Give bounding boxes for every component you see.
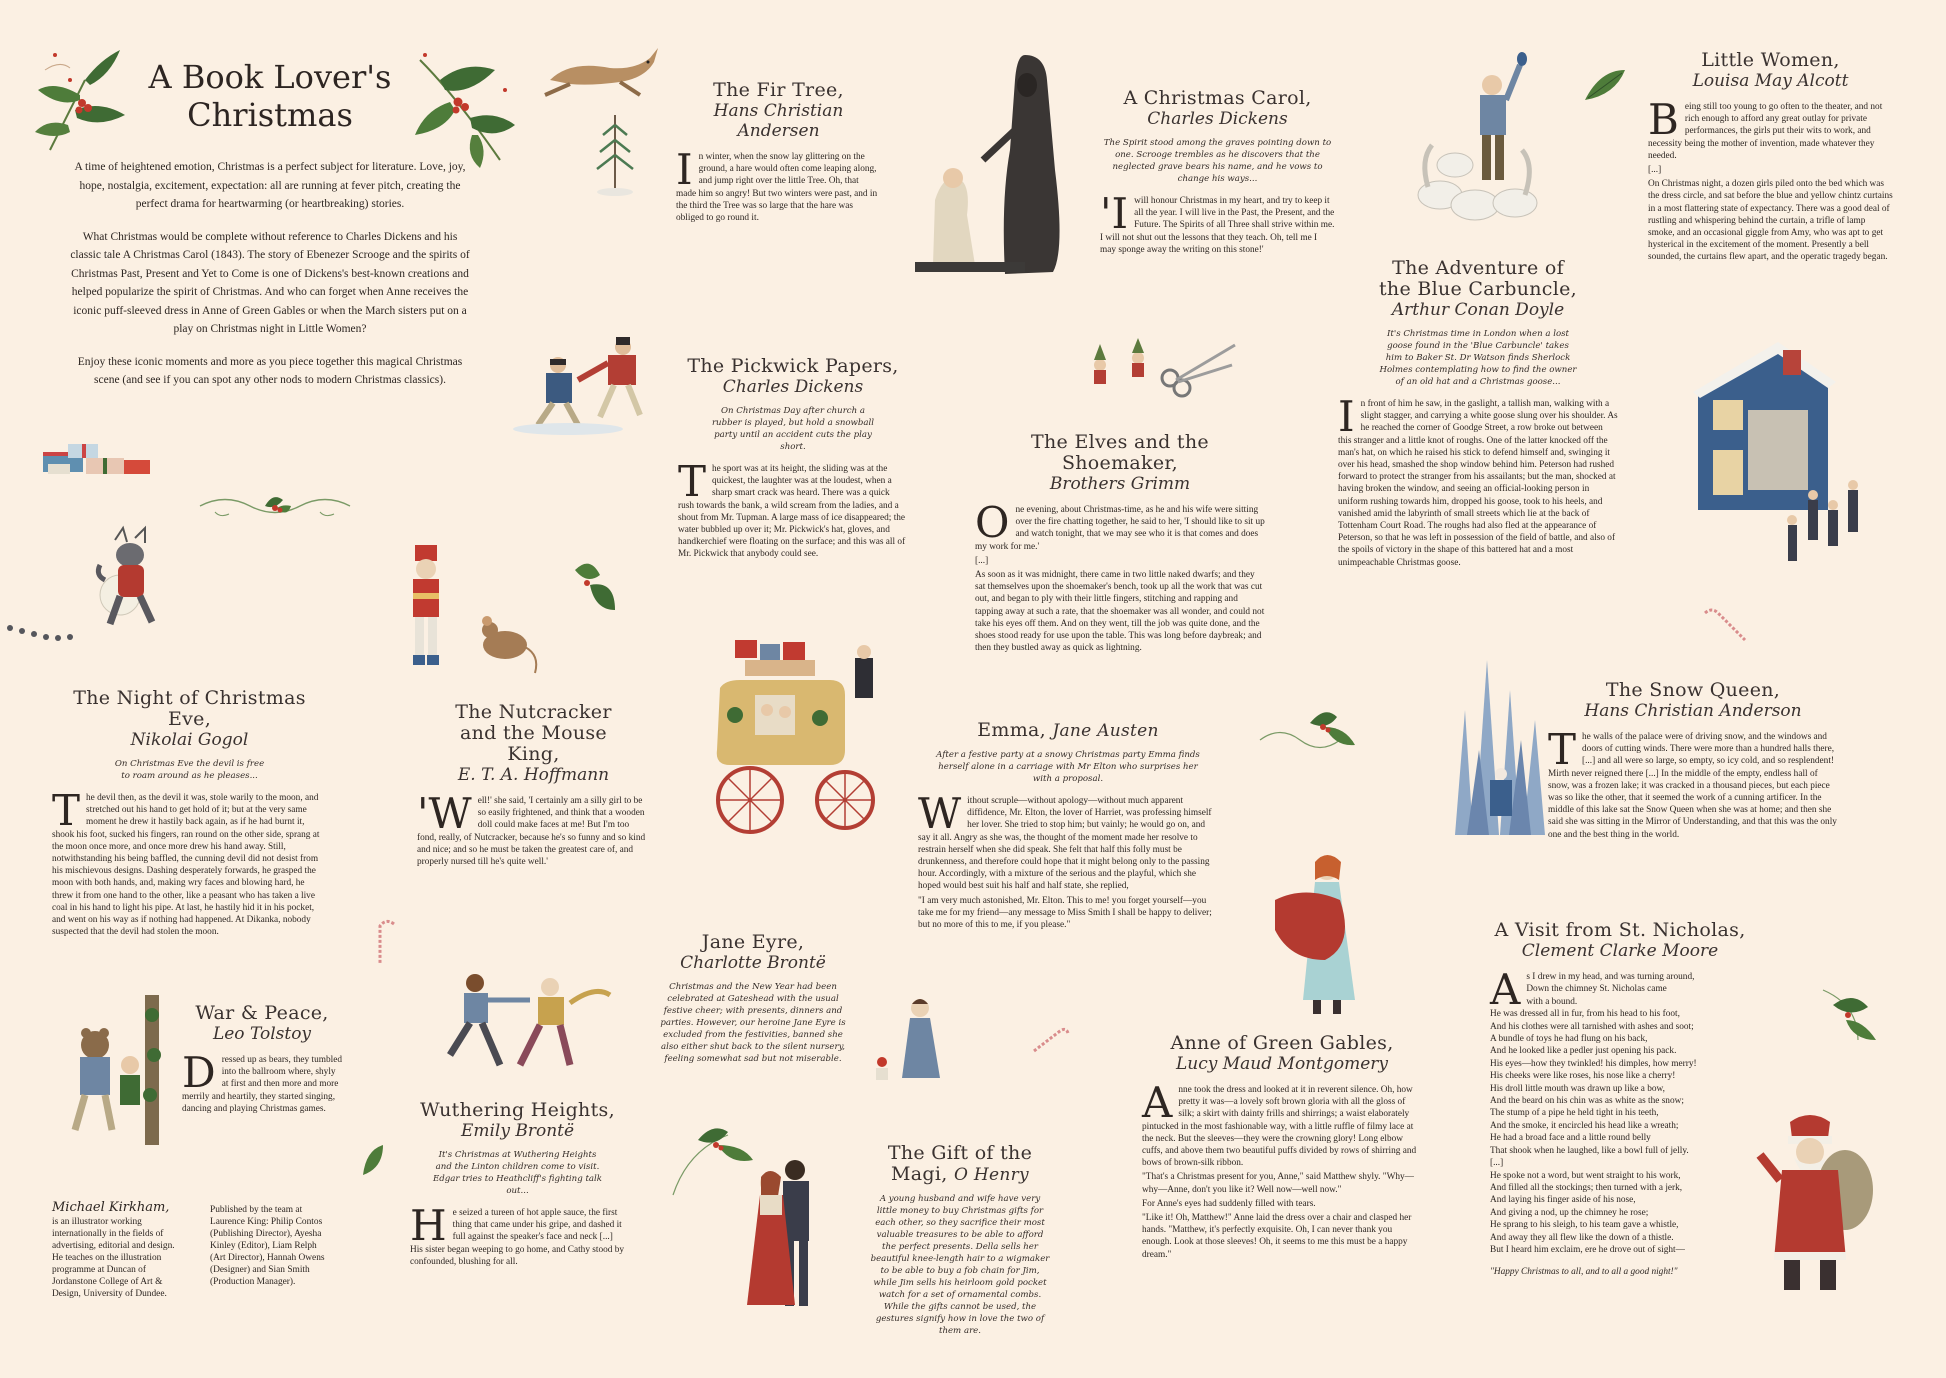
- nutcracker-section: [417, 702, 650, 868]
- holly-leaf-icon: [1818, 985, 1883, 1045]
- candy-cane-icon: [1700, 605, 1750, 645]
- poem-line: His droll little mouth was drawn up like a bow,: [1490, 1083, 1665, 1094]
- section-title: The Snow Queen,: [1605, 679, 1781, 701]
- poem-line: The stump of a pipe he held tight in his teeth,: [1490, 1108, 1659, 1119]
- drop-cap: B: [1648, 95, 1679, 144]
- drop-cap: 'W: [417, 789, 472, 838]
- section-author: Emily Brontë: [460, 1121, 575, 1141]
- christmas-carol-section: [1100, 88, 1335, 256]
- poem-body: [1490, 965, 1750, 1279]
- section-title: Jane Eyre,: [701, 931, 805, 953]
- poem-line: with a bound.: [1526, 996, 1578, 1007]
- couple-embrace-illustration: [725, 1155, 845, 1320]
- section-body: Without scruple—without apology—without much apparent diffidence, Mr. Elton, the lover of Harriet, was professing himself her lover. She tried to stop him; but vainly; he would go on, and say it all. Angry as she was, the thought of the moment made her resolve to restrain herself when she did speak. She felt that half this folly must be drunkenness, and therefore could hope that it might belong only to the passing hour. Accordingly, with a mixture of the serious and the playful, which she hoped would best suit his half and half state, she replied, "I am very much astonished, Mr. Elton. This to me! you forget yourself—you take me for my friend—any message to Miss Smith I shall be happy to deliver; but no more of this to me, if you please.": [918, 789, 1212, 931]
- holly-sprig-right-icon: [410, 40, 520, 170]
- drop-cap: H: [410, 1201, 447, 1250]
- section-body: Dressed up as bears, they tumbled into the ballroom where, shyly at first and then more and more merrily and heartily, they started singing, dancing and playing Christmas games.: [182, 1048, 342, 1114]
- holly-leaf-icon: [358, 1140, 388, 1180]
- poem-line: And away they all flew like the down of a thistle.: [1490, 1232, 1674, 1243]
- poem-line: And laying his finger aside of his nose,: [1490, 1195, 1636, 1206]
- section-body: Being still too young to go often to the theater, and not rich enough to afford any great outlay for private performances, the girls put their wits to work, and necessity being the mother of invention, made whatever they needed. [...] On Christmas night, a dozen girls piled onto the bed which was the dress circle, and sat before the blue and yellow chintz curtains in a most flattering state of expectancy. There was a good deal of rustling and whispering behind the curtain, a trifle of lamp smoke, and an occasional giggle from Amy, who was apt to get hysterical in the excitement of the moment. Presently a bell sounded, the curtains flew apart, and the operatic tragedy began.: [1648, 95, 1893, 263]
- nutcracker-mouse-illustration: [395, 545, 545, 680]
- snow-queen-section: [1548, 680, 1838, 841]
- poem-line: He sprang to his sleigh, to his team gave a whistle,: [1490, 1220, 1679, 1231]
- section-intro: It's Christmas time in London when a lost goose found in the 'Blue Carbuncle' takes him to Baker St. Dr Watson finds Sherlock Holmes contemplating how to find the owner of an old hat and a Christmas goose...: [1379, 329, 1577, 387]
- illustrator-name: Michael Kirkham,: [52, 1200, 170, 1215]
- section-body: In winter, when the snow lay glittering on the ground, a hare would often come leaping along, and jump right over the little Tree. Oh, that made him so angry! But two winters were past, and in the third the Tree was so large that the hare was obliged to go round it.: [676, 145, 878, 224]
- poem-line: Down the chimney St. Nicholas came: [1526, 984, 1667, 995]
- jane-child-illustration: [870, 990, 950, 1090]
- intro-paragraph-3: Enjoy these iconic moments and more as you piece together this magical Christmas scene (and see if you can spot any other nods to modern Christmas classics).: [77, 355, 463, 386]
- section-author: Arthur Conan Doyle: [1391, 300, 1565, 320]
- section-author: E. T. A. Hoffmann: [457, 765, 610, 785]
- publisher-credit: Published by the team at Laurence King: Philip Contos (Publishing Director), Ayesha Kinley (Editor), Liam Relph (Art Director), Hannah Owens (Designer) and Sian Smith (Production Manager).: [210, 1205, 325, 1287]
- house-scene-illustration: [1688, 340, 1878, 585]
- drop-cap: T: [52, 786, 81, 835]
- drop-cap: A: [1142, 1078, 1173, 1127]
- candy-cane-icon: [1030, 1025, 1070, 1055]
- holly-garland-icon: [195, 488, 355, 524]
- section-author: O Henry: [953, 1165, 1029, 1185]
- poem-line: His cheeks were like roses, his nose like a cherry!: [1490, 1071, 1676, 1082]
- illustrator-bio: is an illustrator working internationally in the fields of advertising, editorial and design. He teaches on the illustration programme at Duncan of Jordanstone College of Art & Design, University of Dundee.: [52, 1217, 175, 1299]
- poem-line: And giving a nod, up the chimney he rose;: [1490, 1207, 1649, 1218]
- wuthering-heights-section: [410, 1100, 625, 1268]
- section-intro: On Christmas Day after church a rubber is played, but hold a snowball party until an accident cuts the play short.: [711, 406, 875, 452]
- ice-palace-illustration: [1445, 650, 1560, 835]
- section-title: A Visit from St. Nicholas,: [1494, 919, 1746, 941]
- scrooge-ghost-illustration: [905, 50, 1090, 285]
- section-intro: On Christmas Eve the devil is free to roam around as he pleases...: [114, 759, 265, 781]
- poem-line: And filled all the stockings; then turned with a jerk,: [1490, 1182, 1683, 1193]
- section-author: Leo Tolstoy: [212, 1024, 312, 1044]
- skating-men-illustration: [508, 325, 668, 440]
- section-body: 'Well!' she said, 'I certainly am a silly girl to be so easily frightened, and think that a wooden doll could make faces at me! But I'm too fond, really, of Nutcracker, because he's so funny and so kind and nice; and so he must be taken the greatest care of, and properly nursed till he's quite well.': [417, 789, 646, 868]
- drop-cap: I: [676, 145, 693, 194]
- holly-leaf-icon: [1580, 65, 1630, 105]
- section-intro: The Spirit stood among the graves pointing down to one. Scrooge trembles as he discovers that the neglected grave bears his name, and he vows to change his ways...: [1103, 138, 1332, 184]
- section-body: 'I will honour Christmas in my heart, and try to keep it all the year. I will live in the Past, the Present, and the Future. The Spirits of all Three shall strive within me. I will not shut out the lessons that they teach. Oh, tell me I may sponge away the writing on this stone!': [1100, 189, 1335, 255]
- section-author: Brothers Grimm: [1049, 474, 1191, 494]
- section-title: Wuthering Heights,: [420, 1099, 615, 1121]
- section-author: Charlotte Brontë: [680, 953, 826, 973]
- section-title: Emma, Jane Austen: [977, 719, 1159, 741]
- anne-dress-illustration: [1255, 850, 1390, 1020]
- section-body: He seized a tureen of hot apple sauce, the first thing that came under his gripe, and dashed it full against the speaker's face and neck [...] His sister began weeping to go home, and Cathy stood by confounded, blushing for all.: [410, 1201, 625, 1267]
- elves-scissors-illustration: [1060, 330, 1240, 405]
- hare-illustration: [540, 40, 665, 100]
- goose-boy-illustration: [1410, 45, 1555, 235]
- presents-illustration: [38, 438, 153, 478]
- section-body: Anne took the dress and looked at it in reverent silence. Oh, how pretty it was—a lovely soft brown gloria with all the gloss of silk; a skirt with dainty frills and shirrings; a waist elaborately pintucked in the most fashionable way, with a little ruffle of filmy lace at the neck. But the sleeves—they were the crowning glory! Long elbow cuffs, and above them two beautiful puffs divided by rows of shirring and bows of brown-silk ribbon. "That's a Christmas present for you, Anne," said Matthew shyly. "Why—why—Anne, don't you like it? Well now—well now." For Anne's eyes had suddenly filled with tears. "Like it! Oh, Matthew!" Anne laid the dress over a chair and clasped her hands. "Matthew, it's perfectly exquisite. Oh, I can never thank you enough. Look at those sleeves! Oh, it seems to me this must be a happy dream.": [1142, 1078, 1417, 1260]
- section-intro: Christmas and the New Year had been celebrated at Gateshead with the usual festive cheer; with presents, dinners and parties. However, our heroine Jane Eyre is excluded from the festivities, banned she also either shut back to the silent nursery, feeling somewhat sad but not miserable.: [660, 982, 846, 1064]
- holly-garland-icon: [1255, 705, 1365, 760]
- poem-line: A bundle of toys he had flung on his back,: [1490, 1034, 1648, 1045]
- drop-cap: T: [1548, 725, 1577, 774]
- poem-line: He had a broad face and a little round belly: [1490, 1133, 1651, 1144]
- poem-line: He spoke not a word, but went straight to his work,: [1490, 1170, 1681, 1181]
- section-author: Jane Austen: [1052, 721, 1159, 741]
- section-body: The sport was at its height, the sliding was at the quickest, the laughter was at the loudest, when a sharp smart crack was heard. There was a quick rush towards the bank, a wild scream from the ladies, and a shout from Mr. Tupman. A large mass of ice disappeared; the water bubbled up over it; Mr. Pickwick's hat, gloves, and handkerchief were floating on the surface; and this was all of Mr. Pickwick that anybody could see.: [678, 457, 906, 560]
- section-title: The Pickwick Papers,: [687, 355, 899, 377]
- poem-line: But I heard him exclaim, ere he drove out of sight—: [1490, 1244, 1685, 1255]
- drop-cap: 'I: [1100, 189, 1129, 238]
- section-intro: A young husband and wife have very little money to buy Christmas gifts for each other, so they sacrifice their most valuable treasures to be able to afford the perfect presents. Della sells her beautiful knee-length hair to a wigmaker to be able to buy a fob chain for Jim, while Jim sells his heirloom gold pocket watch for a set of ornamental combs. While the gifts cannot be used, the gestures signify how in love the two of them are.: [870, 1194, 1050, 1336]
- section-title: Anne of Green Gables,: [1170, 1032, 1394, 1054]
- santa-illustration: [1750, 1110, 1880, 1300]
- section-author: Lucy Maud Montgomery: [1176, 1054, 1388, 1074]
- candy-cane-icon: [372, 918, 402, 968]
- poem-line: And his clothes were all tarnished with ashes and soot;: [1490, 1021, 1694, 1032]
- section-body: The devil then, as the devil it was, stole warily to the moon, and stretched out his hand to get hold of it; but at the very same moment he drew it hastily back again, as if he had burnt it, shook his foot, sucked his fingers, ran round on the other side, sprang at the moon once more, and once more drew his hand away. Still, notwithstanding his being baffled, the cunning devil did not desist from his mischievous designs. Dashing desperately forwards, he grasped the moon with both hands, and, making wry faces and blowing hard, he threw it from one hand to the other, like a peasant who has taken a live coal in his hand to light his pipe. At last, he hastily hid it in his pocket, and went on his way as if nothing had happened. At Dikanka, nobody suspected that the devil had stolen the moon.: [52, 786, 320, 938]
- section-author: Hans Christian Anderson: [1584, 701, 1802, 721]
- drop-cap: D: [182, 1048, 216, 1097]
- section-body: The walls of the palace were of driving snow, and the windows and doors of cutting winds. There were more than a hundred halls there, [...] and all were so large, so empty, so icy cold, and so resplendent! Mirth never reigned there [...] In the middle of the empty, endless hall of snow, was a frozen lake; it was cracked in a thousand pieces, but each piece was so like the other, that it seemed the work of a cunning artificer. In the middle of this lake sat the Snow Queen when she was at home; and then she said she was sitting in the Mirror of Understanding, and that this was the only one and the best thing in the world.: [1548, 725, 1837, 840]
- st-nicholas-section: [1490, 920, 1750, 1279]
- drop-cap: W: [918, 789, 962, 838]
- poem-line: And he looked like a pedler just opening his pack.: [1490, 1046, 1677, 1057]
- section-title: A Christmas Carol,: [1123, 87, 1312, 109]
- poem-line: And the smoke, it encircled his head like a wreath;: [1490, 1120, 1679, 1131]
- section-body: In front of him he saw, in the gaslight, a tallish man, walking with a slight stagger, and carrying a white goose slung over his shoulder. As he reached the corner of Goodge Street, a row broke out between this stranger and a little knot of roughs. One of the latter knocked off the man's hat, on which he raised his stick to defend himself and, swinging it over his head, smashed the shop window behind him. Peterson had rushed forward to protect the stranger from his assailants; but the man, shocked at having broken the window, and seeing an official-looking person in uniform rushing towards him, dropped his goose, took to his heels, and vanished amid the labyrinth of small streets which lie at the back of Tottenham Court Road. The roughs had also fled at the appearance of Peterson, so that he was left in possession of the field of battle, and also of the spoils of victory in the shape of this battered hat and a most unimpeachable Christmas goose.: [1338, 392, 1618, 568]
- emma-section: [918, 720, 1218, 933]
- poem-line: That shook when he laughed, like a bowl full of jelly.: [1490, 1145, 1689, 1156]
- intro-paragraph-1: A time of heightened emotion, Christmas is a perfect subject for literature. Love, joy, hope, nostalgia, excitement, expectation: all are running at fever pitch, creating the perfect drama for heartwarming (or heartbreaking) stories.: [74, 161, 466, 210]
- devil-illustration: [0, 510, 180, 650]
- illustrator-credit: [52, 1200, 182, 1300]
- section-body: One evening, about Christmas-time, as he and his wife were sitting over the fire chatting together, he said to her, 'I should like to sit up and watch tonight, that we may see who it is that comes and does my work for me.' [...] As soon as it was midnight, there came in two little naked dwarfs; and they sat themselves upon the shoemaker's bench, took up all the work that was cut out, and began to ply with their little fingers, stitching and rapping and tapping away at such a rate, that the shoemaker was all wonder, and could not take his eyes off them. And on they went, till the job was quite done, and the shoes stood ready for use upon the table. This was long before daybreak; and then they bustled away as quick as lightning.: [975, 498, 1265, 654]
- section-author: Charles Dickens: [722, 377, 864, 397]
- drop-cap: A: [1490, 965, 1521, 1014]
- carriage-illustration: [695, 640, 890, 840]
- anne-green-gables-section: [1142, 1033, 1422, 1263]
- holly-sprig-left-icon: [30, 40, 135, 160]
- poem-line: He was dressed all in fur, from his head to his foot,: [1490, 1009, 1680, 1020]
- intro-text: [70, 158, 470, 404]
- section-author: Hans Christian Andersen: [713, 101, 844, 141]
- section-author: Charles Dickens: [1147, 109, 1288, 129]
- section-author: Louisa May Alcott: [1692, 71, 1849, 91]
- bear-dancers-illustration: [60, 995, 170, 1145]
- blue-carbuncle-section: [1338, 258, 1618, 569]
- war-peace-section: [182, 1003, 342, 1115]
- section-author: Nikolai Gogol: [130, 730, 249, 750]
- section-intro: It's Christmas at Wuthering Heights and the Linton children come to visit. Edgar tries to Heathcliff's fighting talk out...: [432, 1150, 602, 1196]
- section-title: The Adventure of the Blue Carbuncle,: [1378, 257, 1577, 300]
- section-intro: After a festive party at a snowy Christmas party Emma finds herself alone in a carriage with Mr Elton who surprises her with a proposal.: [936, 750, 1200, 784]
- jane-eyre-section: [658, 932, 848, 1065]
- intro-paragraph-2: What Christmas would be complete without reference to Charles Dickens and his classic tale A Christmas Carol (1843). The story of Ebenezer Scrooge and the spirits of Christmas Past, Present and Yet to Come is one of Dickens's best-known creations and helped popularize the spirit of Christmas. And who can forget when Anne receives the iconic puff-sleeved dress in Anne of Green Gables or when the March sisters put on a play on Christmas night in Little Women?: [70, 230, 470, 335]
- elves-shoemaker-section: [975, 432, 1265, 656]
- gift-of-magi-section: [870, 1143, 1050, 1337]
- poem-line: s I drew in my head, and was turning around,: [1526, 972, 1695, 982]
- little-women-section: [1648, 50, 1893, 266]
- fir-tree-illustration: [590, 110, 640, 200]
- page-title: A Book Lover's Christmas: [148, 58, 392, 134]
- dancing-figures-illustration: [420, 965, 620, 1075]
- section-title: War & Peace,: [195, 1002, 329, 1024]
- poem-line: And the beard on his chin was as white as the snow;: [1490, 1096, 1684, 1107]
- drop-cap: T: [678, 457, 707, 506]
- pickwick-section: [678, 356, 908, 561]
- section-title: The Night of Christmas Eve,: [73, 687, 306, 730]
- section-title: The Fir Tree,: [713, 79, 844, 101]
- drop-cap: I: [1338, 392, 1355, 441]
- drop-cap: O: [975, 498, 1010, 547]
- poem-closing: "Happy Christmas to all, and to all a good night!": [1490, 1267, 1678, 1278]
- holly-leaf-icon: [565, 555, 620, 615]
- poem-line: His eyes—how they twinkled! his dimples, how merry!: [1490, 1058, 1697, 1069]
- section-title: The Elves and the Shoemaker,: [1031, 431, 1209, 474]
- section-title: The Nutcracker and the Mouse King,: [455, 701, 612, 765]
- night-christmas-eve-section: [52, 688, 327, 938]
- poem-line: [...]: [1490, 1158, 1504, 1169]
- section-title: Little Women,: [1701, 49, 1840, 71]
- section-title: The Gift of the Magi, O Henry: [887, 1142, 1033, 1185]
- section-author: Clement Clarke Moore: [1521, 941, 1719, 961]
- fir-tree-section: [676, 80, 881, 224]
